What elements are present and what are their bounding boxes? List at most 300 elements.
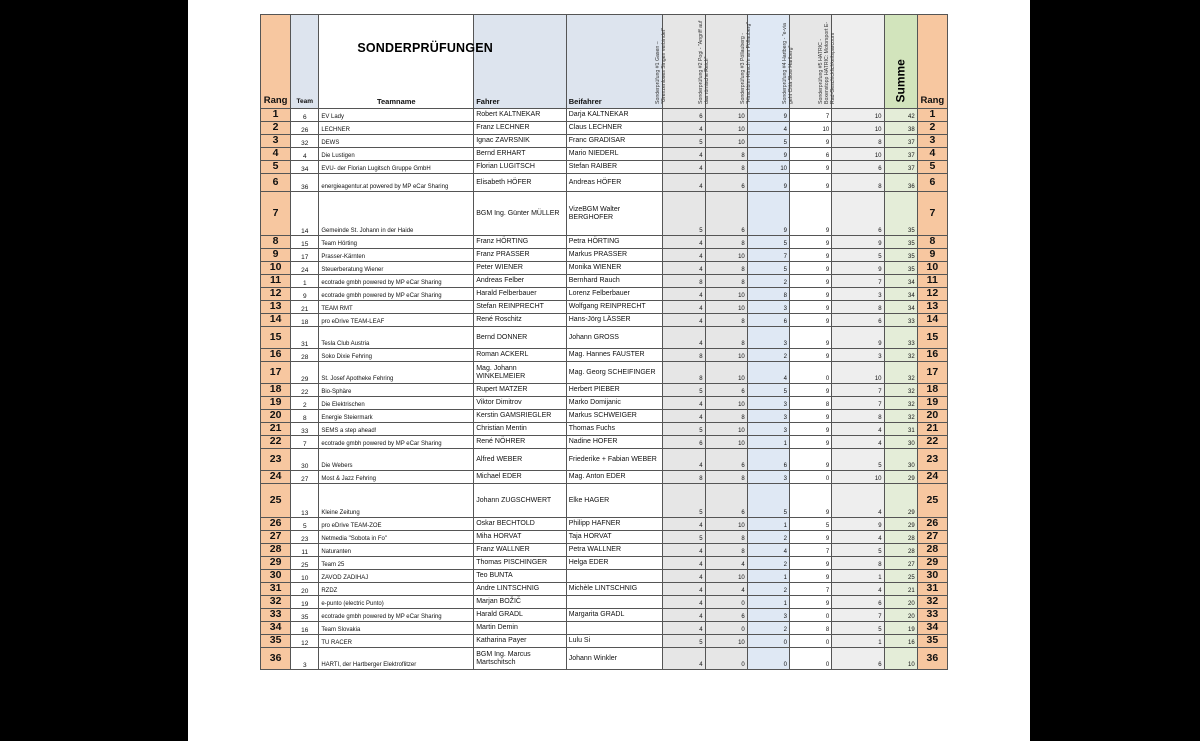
score-sp4: 9	[790, 262, 832, 275]
score-sp5: 6	[832, 314, 884, 327]
driver-name: Mag. Johann WINKELMEIER	[474, 362, 567, 384]
rank-cell-right: 36	[917, 648, 947, 670]
team-number: 1	[291, 275, 319, 288]
score-sum: 31	[884, 423, 917, 436]
driver-name: Thomas PISCHINGER	[474, 557, 567, 570]
codriver-name: Markus SCHWEIGER	[566, 410, 663, 423]
driver-name: Marjan BOŽIČ	[474, 596, 567, 609]
team-name: Die Webers	[319, 449, 474, 471]
score-sp1: 4	[663, 262, 705, 275]
table-row	[261, 449, 948, 471]
score-sp1: 4	[663, 397, 705, 410]
score-sp5: 10	[832, 122, 884, 135]
score-sp3: 2	[747, 583, 789, 596]
score-sp4: 9	[790, 174, 832, 192]
rank-cell: 10	[261, 262, 291, 275]
score-sp1: 5	[663, 635, 705, 648]
team-name: Netmedia "Sobota in Fo"	[319, 531, 474, 544]
header-rank-right: Rang	[917, 15, 947, 109]
score-sp4: 9	[790, 192, 832, 236]
rank-cell-right: 32	[917, 596, 947, 609]
score-sp5: 6	[832, 596, 884, 609]
table-row	[261, 135, 948, 148]
score-sp2: 10	[705, 436, 747, 449]
score-sp2: 4	[705, 557, 747, 570]
score-sp1: 4	[663, 596, 705, 609]
score-sp4: 0	[790, 609, 832, 622]
rank-cell-right: 9	[917, 249, 947, 262]
rank-cell-right: 2	[917, 122, 947, 135]
score-sum: 37	[884, 135, 917, 148]
codriver-name: Lulu Si	[566, 635, 663, 648]
driver-name: Alfred WEBER	[474, 449, 567, 471]
team-number: 5	[291, 518, 319, 531]
score-sum: 38	[884, 122, 917, 135]
team-number: 6	[291, 109, 319, 122]
score-sp3: 3	[747, 397, 789, 410]
score-sp2: 6	[705, 609, 747, 622]
header-teamname: Teamname	[376, 96, 416, 106]
score-sp1: 8	[663, 349, 705, 362]
score-sp2: 6	[705, 174, 747, 192]
codriver-name: Johann GROSS	[566, 327, 663, 349]
driver-name: BGM Ing. Marcus Martschitsch	[474, 648, 567, 670]
team-name: SEMS a step ahead!	[319, 423, 474, 436]
codriver-name: Petra HÖRTING	[566, 236, 663, 249]
driver-name: Franz HÖRTING	[474, 236, 567, 249]
team-name: HARTI, der Hartberger Elektroflitzer	[319, 648, 474, 670]
header-sp5	[818, 15, 884, 109]
team-number: 16	[291, 622, 319, 635]
team-name: pro eDrive TEAM-ZOE	[319, 518, 474, 531]
score-sp4: 7	[790, 544, 832, 557]
team-number: 4	[291, 148, 319, 161]
codriver-name: Marko Domijanic	[566, 397, 663, 410]
score-sp5: 5	[832, 622, 884, 635]
table-row	[261, 262, 948, 275]
score-sp2: 8	[705, 544, 747, 557]
score-sp4: 9	[790, 570, 832, 583]
codriver-name: Elke HAGER	[566, 484, 663, 518]
score-sum: 42	[884, 109, 917, 122]
score-sp5: 10	[832, 109, 884, 122]
score-sp1: 8	[663, 275, 705, 288]
codriver-name: Philipp HAFNER	[566, 518, 663, 531]
score-sp3: 5	[747, 262, 789, 275]
score-sp3: 3	[747, 423, 789, 436]
table-row	[261, 161, 948, 174]
score-sp2: 8	[705, 327, 747, 349]
score-sp2: 10	[705, 135, 747, 148]
table-row	[261, 648, 948, 670]
rank-cell-right: 17	[917, 362, 947, 384]
rank-cell-right: 22	[917, 436, 947, 449]
team-name: ecotrade gmbh powered by MP eCar Sharing	[319, 436, 474, 449]
score-sp3: 9	[747, 148, 789, 161]
table-row	[261, 436, 948, 449]
table-row	[261, 314, 948, 327]
score-sp3: 9	[747, 174, 789, 192]
driver-name: Elisabeth HÖFER	[474, 174, 567, 192]
team-name: Team 25	[319, 557, 474, 570]
score-sp3: 3	[747, 327, 789, 349]
score-sp1: 4	[663, 161, 705, 174]
score-sp2: 6	[705, 484, 747, 518]
rank-cell-right: 15	[917, 327, 947, 349]
score-sp5: 7	[832, 397, 884, 410]
score-sp3: 8	[747, 288, 789, 301]
score-sp4: 9	[790, 236, 832, 249]
driver-name: Franz PRASSER	[474, 249, 567, 262]
score-sp1: 4	[663, 544, 705, 557]
team-name: Steuerberatung Wiener	[319, 262, 474, 275]
score-sp2: 8	[705, 531, 747, 544]
rank-cell: 14	[261, 314, 291, 327]
score-sum: 35	[884, 236, 917, 249]
table-row	[261, 471, 948, 484]
rank-cell: 26	[261, 518, 291, 531]
score-sp3: 2	[747, 622, 789, 635]
rank-cell: 24	[261, 471, 291, 484]
score-sp5: 6	[832, 192, 884, 236]
score-sum: 37	[884, 148, 917, 161]
results-table	[260, 14, 948, 670]
score-sp5: 9	[832, 518, 884, 531]
score-sp3: 7	[747, 249, 789, 262]
table-row	[261, 384, 948, 397]
codriver-name: Wolfgang REINPRECHT	[566, 301, 663, 314]
score-sp1: 8	[663, 471, 705, 484]
score-sp2: 0	[705, 622, 747, 635]
codriver-name: Darja KALTNEKAR	[566, 109, 663, 122]
rank-cell: 6	[261, 174, 291, 192]
driver-name: Martin Demin	[474, 622, 567, 635]
rank-cell: 30	[261, 570, 291, 583]
team-number: 14	[291, 192, 319, 236]
rank-cell: 2	[261, 122, 291, 135]
score-sp3: 10	[747, 161, 789, 174]
score-sum: 27	[884, 557, 917, 570]
score-sum: 16	[884, 635, 917, 648]
team-number: 9	[291, 288, 319, 301]
score-sum: 28	[884, 531, 917, 544]
rank-cell: 15	[261, 327, 291, 349]
score-sp5: 9	[832, 327, 884, 349]
team-name: Gemeinde St. Johann in der Haide	[319, 192, 474, 236]
team-number: 19	[291, 596, 319, 609]
score-sp4: 0	[790, 635, 832, 648]
score-sum: 28	[884, 544, 917, 557]
team-name: ecotrade gmbh powered by MP eCar Sharing	[319, 288, 474, 301]
team-name: EVU- der Florian Lugitsch Gruppe GmbH	[319, 161, 474, 174]
score-sp4: 9	[790, 301, 832, 314]
table-row	[261, 275, 948, 288]
rank-cell: 1	[261, 109, 291, 122]
table-row	[261, 531, 948, 544]
score-sp2: 10	[705, 423, 747, 436]
score-sp1: 4	[663, 148, 705, 161]
rank-cell: 13	[261, 301, 291, 314]
team-number: 31	[291, 327, 319, 349]
score-sp5: 5	[832, 544, 884, 557]
score-sp5: 4	[832, 436, 884, 449]
team-number: 3	[291, 648, 319, 670]
score-sum: 20	[884, 596, 917, 609]
team-name: Soko Dixie Fehring	[319, 349, 474, 362]
score-sum: 19	[884, 622, 917, 635]
score-sum: 33	[884, 327, 917, 349]
team-number: 26	[291, 122, 319, 135]
driver-name: René NÖHRER	[474, 436, 567, 449]
score-sum: 32	[884, 410, 917, 423]
score-sp5: 8	[832, 410, 884, 423]
score-sp2: 8	[705, 161, 747, 174]
rank-cell: 22	[261, 436, 291, 449]
header-sp5-label: Sonderprüfung #5 HATRIC - Boxenstopp HATRIC: Motorsport E-Rad-Geschicklichkeitsparcours	[818, 21, 837, 104]
rank-cell: 3	[261, 135, 291, 148]
score-sp3: 4	[747, 362, 789, 384]
table-row	[261, 410, 948, 423]
header-rank: Rang	[261, 15, 291, 109]
rank-cell-right: 6	[917, 174, 947, 192]
score-sp5: 5	[832, 449, 884, 471]
codriver-name: Johann Winkler	[566, 648, 663, 670]
score-sp2: 10	[705, 288, 747, 301]
score-sp1: 4	[663, 122, 705, 135]
score-sp5: 10	[832, 471, 884, 484]
team-name: EV Lady	[319, 109, 474, 122]
score-sp1: 5	[663, 484, 705, 518]
rank-cell: 5	[261, 161, 291, 174]
score-sp5: 9	[832, 262, 884, 275]
score-sp4: 8	[790, 397, 832, 410]
team-number: 12	[291, 635, 319, 648]
score-sp2: 4	[705, 583, 747, 596]
table-row	[261, 327, 948, 349]
driver-name: Miha HORVAT	[474, 531, 567, 544]
team-name: TU RACER	[319, 635, 474, 648]
rank-cell-right: 31	[917, 583, 947, 596]
team-name: ZAVOD ZADIHAJ	[319, 570, 474, 583]
codriver-name: Mag. Hannes FAUSTER	[566, 349, 663, 362]
table-row	[261, 249, 948, 262]
score-sp3: 5	[747, 135, 789, 148]
driver-name: Florian LUGITSCH	[474, 161, 567, 174]
rank-cell-right: 5	[917, 161, 947, 174]
score-sp4: 9	[790, 275, 832, 288]
score-sp2: 10	[705, 349, 747, 362]
score-sp2: 6	[705, 192, 747, 236]
table-row	[261, 192, 948, 236]
rank-cell: 36	[261, 648, 291, 670]
score-sp5: 1	[832, 635, 884, 648]
table-row	[261, 622, 948, 635]
codriver-name: Andreas HÖFER	[566, 174, 663, 192]
score-sp4: 9	[790, 249, 832, 262]
table-row	[261, 518, 948, 531]
table-row	[261, 236, 948, 249]
rank-cell-right: 18	[917, 384, 947, 397]
rank-cell-right: 29	[917, 557, 947, 570]
score-sp5: 6	[832, 648, 884, 670]
rank-cell: 33	[261, 609, 291, 622]
score-sp5: 8	[832, 301, 884, 314]
header-team: Team	[291, 15, 319, 109]
team-number: 27	[291, 471, 319, 484]
table-row	[261, 122, 948, 135]
codriver-name: Friederike + Fabian WEBER	[566, 449, 663, 471]
header-sp3-label: Sonderprüfung #3 Pöllauberg - "Hirschbirn-Hirsch'n am Pöllauberg"	[739, 21, 752, 104]
driver-name: Andre LINTSCHNIG	[474, 583, 567, 596]
score-sp3: 5	[747, 484, 789, 518]
table-row	[261, 596, 948, 609]
score-sp4: 9	[790, 557, 832, 570]
score-sp3: 3	[747, 410, 789, 423]
score-sp2: 0	[705, 648, 747, 670]
rank-cell: 35	[261, 635, 291, 648]
score-sp1: 4	[663, 609, 705, 622]
codriver-name: Petra WALLNER	[566, 544, 663, 557]
score-sum: 32	[884, 362, 917, 384]
score-sp5: 4	[832, 423, 884, 436]
score-sum: 21	[884, 583, 917, 596]
score-sp5: 7	[832, 275, 884, 288]
score-sp5: 10	[832, 148, 884, 161]
rank-cell: 29	[261, 557, 291, 570]
score-sp2: 10	[705, 570, 747, 583]
rank-cell-right: 30	[917, 570, 947, 583]
score-sp1: 4	[663, 583, 705, 596]
score-sp3: 3	[747, 471, 789, 484]
team-number: 7	[291, 436, 319, 449]
rank-cell-right: 13	[917, 301, 947, 314]
score-sp2: 10	[705, 109, 747, 122]
team-number: 25	[291, 557, 319, 570]
team-name: Bio-Sphäre	[319, 384, 474, 397]
score-sp4: 9	[790, 135, 832, 148]
driver-name: Rupert MATZER	[474, 384, 567, 397]
score-sp1: 4	[663, 557, 705, 570]
score-sp1: 5	[663, 192, 705, 236]
team-number: 11	[291, 544, 319, 557]
score-sum: 10	[884, 648, 917, 670]
rank-cell-right: 3	[917, 135, 947, 148]
rank-cell: 34	[261, 622, 291, 635]
score-sum: 34	[884, 301, 917, 314]
codriver-name: Margarita GRADL	[566, 609, 663, 622]
header-sp2-label: Sonderprüfung #2 Pogi - "Angriff auf das römische Reich"	[697, 20, 710, 104]
score-sp1: 4	[663, 570, 705, 583]
team-name: St. Josef Apotheke Fehring	[319, 362, 474, 384]
rank-cell: 19	[261, 397, 291, 410]
score-sp5: 4	[832, 583, 884, 596]
team-name: TEAM RMT	[319, 301, 474, 314]
rank-cell: 12	[261, 288, 291, 301]
score-sp4: 9	[790, 327, 832, 349]
team-number: 28	[291, 349, 319, 362]
score-sp1: 4	[663, 648, 705, 670]
score-sp2: 10	[705, 397, 747, 410]
score-sum: 29	[884, 484, 917, 518]
score-sp5: 8	[832, 135, 884, 148]
rank-cell-right: 23	[917, 449, 947, 471]
score-sp1: 6	[663, 109, 705, 122]
rank-cell: 23	[261, 449, 291, 471]
codriver-name: Mario NIEDERL	[566, 148, 663, 161]
score-sp5: 3	[832, 349, 884, 362]
team-number: 18	[291, 314, 319, 327]
score-sp4: 7	[790, 109, 832, 122]
codriver-name: Mag. Anton EDER	[566, 471, 663, 484]
score-sum: 34	[884, 288, 917, 301]
score-sp4: 0	[790, 648, 832, 670]
rank-cell-right: 16	[917, 349, 947, 362]
score-sp2: 8	[705, 410, 747, 423]
team-name: Kleine Zeitung	[319, 484, 474, 518]
table-row	[261, 544, 948, 557]
score-sum: 30	[884, 449, 917, 471]
score-sp1: 4	[663, 518, 705, 531]
score-sp5: 9	[832, 236, 884, 249]
team-number: 29	[291, 362, 319, 384]
score-sp1: 5	[663, 531, 705, 544]
team-number: 17	[291, 249, 319, 262]
table-row	[261, 423, 948, 436]
header-sp4-label: Sonderprüfung #4 Hartberg - "e-via geht Città Slow Hartberg"	[782, 23, 794, 104]
driver-name: Harald GRADL	[474, 609, 567, 622]
rank-cell: 25	[261, 484, 291, 518]
rank-cell-right: 7	[917, 192, 947, 236]
score-sp2: 8	[705, 262, 747, 275]
team-number: 22	[291, 384, 319, 397]
rank-cell: 9	[261, 249, 291, 262]
codriver-name: Bernhard Rauch	[566, 275, 663, 288]
score-sp4: 5	[790, 518, 832, 531]
score-sp5: 7	[832, 384, 884, 397]
score-sp4: 10	[790, 122, 832, 135]
score-sp3: 5	[747, 384, 789, 397]
team-name: Energie Steiermark	[319, 410, 474, 423]
score-sum: 34	[884, 275, 917, 288]
score-sp3: 2	[747, 275, 789, 288]
score-sum: 25	[884, 570, 917, 583]
rank-cell-right: 4	[917, 148, 947, 161]
codriver-name: Herbert PIEBER	[566, 384, 663, 397]
score-sp2: 10	[705, 122, 747, 135]
team-number: 20	[291, 583, 319, 596]
driver-name: Kerstin GAMSRIEGLER	[474, 410, 567, 423]
score-sp3: 9	[747, 192, 789, 236]
driver-name: Teo BUNTA	[474, 570, 567, 583]
page-title: SONDERPRÜFUNGEN	[357, 41, 493, 55]
score-sp5: 10	[832, 362, 884, 384]
results-sheet	[188, 0, 1030, 741]
team-number: 10	[291, 570, 319, 583]
score-sum: 30	[884, 436, 917, 449]
team-number: 24	[291, 262, 319, 275]
team-name: Most & Jazz Fehring	[319, 471, 474, 484]
score-sp4: 9	[790, 288, 832, 301]
rank-cell-right: 10	[917, 262, 947, 275]
score-sp3: 6	[747, 449, 789, 471]
team-number: 8	[291, 410, 319, 423]
score-sp1: 4	[663, 449, 705, 471]
team-name: LECHNER	[319, 122, 474, 135]
score-sp1: 4	[663, 174, 705, 192]
score-sp2: 8	[705, 471, 747, 484]
codriver-name: Nadine HOFER	[566, 436, 663, 449]
team-name: e-punto (electric Punto)	[319, 596, 474, 609]
